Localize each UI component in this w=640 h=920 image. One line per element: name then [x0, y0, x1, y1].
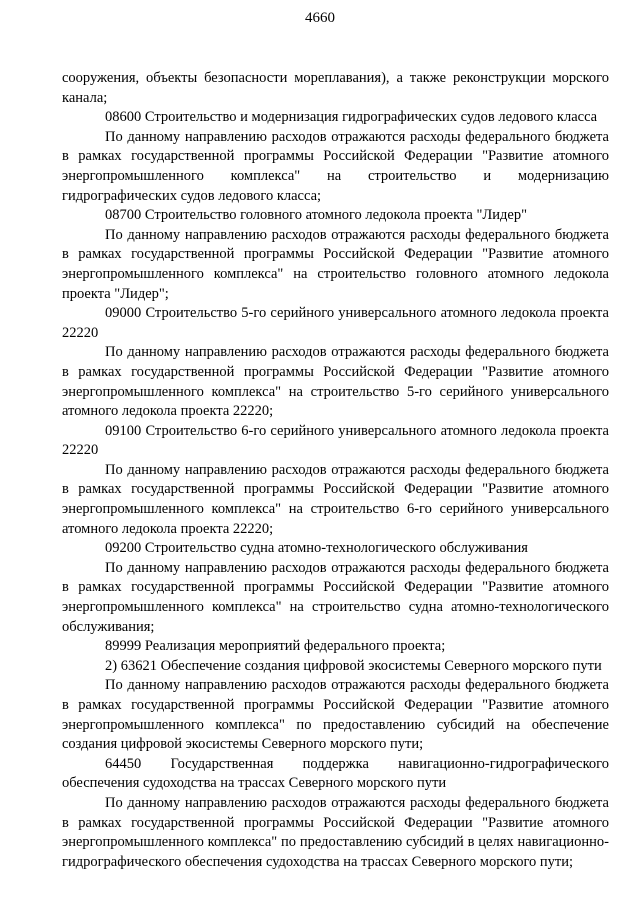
paragraph: По данному направлению расходов отражаются расходы федерального бюджета в рамках государственной программы Российской Федерации "Развитие атомного энергопромышленного комплекса" на строительство 5-го серийного универсального атомного ледокола проекта 22220; [62, 344, 609, 420]
paragraph: 64450 Государственная поддержка навигационно-гидрографического обеспечения судоходства на трассах Северного морского пути [62, 755, 609, 792]
paragraph: По данному направлению расходов отражаются расходы федерального бюджета в рамках государственной программы Российской Федерации "Развитие атомного энергопромышленного комплекса" на строительство судна атомно-технологического обслуживания; [62, 559, 609, 635]
paragraph: По данному направлению расходов отражаются расходы федерального бюджета в рамках государственной программы Российской Федерации "Развитие атомного энергопромышленного комплекса" на строительство и модернизацию гидрографических судов ледового класса; [62, 128, 609, 204]
paragraph: 89999 Реализация мероприятий федерального проекта; [105, 638, 446, 655]
paragraph: По данному направлению расходов отражаются расходы федерального бюджета в рамках государственной программы Российской Федерации "Развитие атомного энергопромышленного комплекса" на строительство 6-го серийного универсального атомного ледокола проекта 22220; [62, 461, 609, 537]
paragraph: По данному направлению расходов отражаются расходы федерального бюджета в рамках государственной программы Российской Федерации "Развитие атомного энергопромышленного комплекса" по предоставлению субсидий в целях навигационно-гидрографического обеспечения судоходства на трассах Северного морского пути; [62, 794, 609, 870]
paragraph: 09100 Строительство 6-го серийного универсального атомного ледокола проекта 22220 [62, 422, 609, 459]
document-body [62, 69, 609, 872]
page-number: 4660 [305, 10, 335, 26]
paragraph: 08600 Строительство и модернизация гидрографических судов ледового класса [105, 109, 598, 126]
paragraph: сооружения, объекты безопасности мореплавания), а также реконструкции морского канала; [62, 70, 609, 106]
paragraph: По данному направлению расходов отражаются расходы федерального бюджета в рамках государственной программы Российской Федерации "Развитие атомного энергопромышленного комплекса" на строительство головного атомного ледокола проекта "Лидер"; [62, 226, 609, 302]
paragraph: По данному направлению расходов отражаются расходы федерального бюджета в рамках государственной программы Российской Федерации "Развитие атомного энергопромышленного комплекса" по предоставлению субсидий на обеспечение создания цифровой экосистемы Северного морского пути; [62, 677, 609, 753]
paragraph: 08700 Строительство головного атомного ледокола проекта "Лидер" [105, 207, 527, 224]
paragraph: 09000 Строительство 5-го серийного универсального атомного ледокола проекта 22220 [62, 305, 609, 341]
paragraph: 2) 63621 Обеспечение создания цифровой экосистемы Северного морского пути [105, 657, 602, 674]
paragraph: 09200 Строительство судна атомно-технологического обслуживания [105, 540, 528, 557]
